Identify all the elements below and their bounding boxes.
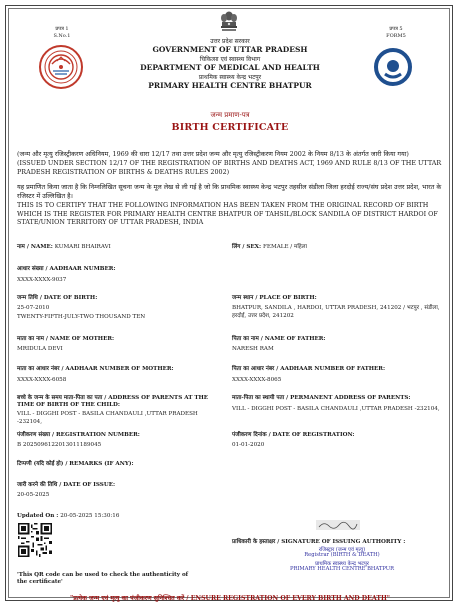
updated-on: Updated On : 20-05-2025 15:30:16: [17, 513, 120, 519]
registration-date-label: पंजीकरण दिनांक / DATE OF REGISTRATION:: [232, 432, 355, 438]
father-aadhaar-label: पिता का आधार नंबर / AADHAAR NUMBER OF FATHER:: [232, 366, 386, 372]
intro-hindi-1: (जन्म और मृत्यु रजिस्ट्रीकरण अधिनियम, 1969 की धारा 12/17 तथा उत्तर प्रदेश जन्म और मृत्यु रजिस्ट्रीकरण नियम 2002 के नियम 8/13 के अंतर्गत जारी किया गया): [17, 150, 409, 158]
header-gov-english: GOVERNMENT OF UTTAR PRADESH: [152, 45, 308, 54]
page-title: BIRTH CERTIFICATE: [171, 122, 289, 133]
pob-label: जन्म स्थान / PLACE OF BIRTH:: [232, 295, 317, 301]
mother-aadhaar-value: XXXX-XXXX-6058: [17, 377, 67, 383]
header-centre-hindi: प्राथमिक स्वास्थ्य केन्द्र भटपुर: [198, 74, 262, 81]
intro-english-1: (ISSUED UNDER SECTION 12/17 OF THE REGISTRATION OF BIRTHS AND DEATHS ACT, 1969 AND RULE 8/13 OF THE UTTAR PRADESH REGISTRATION OF BIRTHS & DEATHS RULES 2002): [17, 159, 442, 176]
dob-label: जन्म तिथि / DATE OF BIRTH:: [17, 295, 98, 301]
intro-english-2: THIS IS TO CERTIFY THAT THE FOLLOWING INFORMATION HAS BEEN TAKEN FROM THE ORIGINAL RECORD OF BIRTH WHICH IS THE REGISTER FOR PRIMARY HEALTH CENTRE BHATPUR OF TAHSIL/BLOCK SANDILA OF DISTRICT HARDOI OF STATE/UNION TERRITORY OF UTTAR PRADESH, INDIA: [17, 201, 438, 227]
dob-words: TWENTY-FIFTH-JULY-TWO THOUSAND TEN: [17, 314, 146, 320]
qr-code-icon: [18, 523, 52, 557]
issue-date-label: जारी करने की तिथि / DATE OF ISSUE:: [17, 482, 116, 488]
sex-label: लिंग / SEX: FEMALE / महिला: [232, 244, 307, 250]
permanent-address-value: VILL - DIGGHI POST - BASILA CHANDAULI ,UTTAR PRADESH -232104,: [232, 406, 440, 412]
address-at-birth-value: VILL - DIGGHI POST - BASILA CHANDAULI ,UTTAR PRADESH -232104,: [17, 411, 198, 425]
permanent-address-label: माता-पिता का स्थायी पता / PERMANENT ADDRESS OF PARENTS:: [232, 395, 411, 401]
inner-border: [8, 8, 450, 598]
remarks-label: टिप्पणी (यदि कोई हो) / REMARKS (IF ANY):: [17, 461, 134, 467]
intro-hindi-2: यह प्रमाणित किया जाता है कि निम्नलिखित सूचना जन्म के मूल लेख से ली गई है जो कि प्राथमिक स्वास्थ्य केन्द्र भटपुर तहसील संडीला जिला हरदोई राज्य/संघ प्रदेश उत्तर प्रदेश, भारत के रजिस्टर में उल्लिखित है।: [17, 183, 442, 200]
signature-stamp-icon: [316, 520, 360, 530]
registrar-english: Registrar (BIRTH & DEATH): [304, 552, 380, 558]
father-name-value: NARESH RAM: [232, 346, 274, 352]
civil-registration-logo-icon: [372, 46, 414, 88]
footer-slogan: "प्रत्येक जन्म एवं मृत्यु का पंजीकरण सुनिश्चित करें / ENSURE REGISTRATION OF EVERY BIRTH AND DEATH": [69, 595, 391, 602]
dob-value: 25-07-2010: [17, 305, 50, 311]
title-hindi: जन्म प्रमाण-पत्र: [210, 111, 250, 119]
qr-code-note: 'This QR code can be used to check the authenticity of the certificate': [17, 572, 189, 585]
address-at-birth-label: बच्चे के जन्म के समय माता-पिता का पता / ADDRESS OF PARENTS AT THE TIME OF BIRTH OF THE CHILD:: [17, 395, 209, 408]
centre-english: PRIMARY HEALTH CENTRE BHATPUR: [289, 566, 395, 572]
registrar-hindi: रजिस्ट्रार (जन्म एवं मृत्यु): [318, 547, 366, 553]
father-name-label: पिता का नाम / NAME OF FATHER:: [232, 336, 326, 342]
header-dept-english: DEPARTMENT OF MEDICAL AND HEALTH: [140, 63, 320, 72]
sex-value: FEMALE / महिला: [263, 244, 307, 250]
name-value: KUMARI BHAIRAVI: [54, 244, 111, 250]
pob-value: BHATPUR, SANDILA , HARDOI, UTTAR PRADESH, 241202 / भटपुर , संडीला, हरदोई, उत्तर प्रदेश, 241202: [232, 305, 440, 319]
updated-on-value: 20-05-2025 15:30:16: [60, 513, 120, 519]
header-gov-hindi: उत्तर प्रदेश सरकार: [210, 38, 250, 45]
header-dept-hindi: चिकित्सा एवं स्वास्थ्य विभाग: [199, 56, 261, 63]
father-aadhaar-value: XXXX-XXXX-8065: [232, 377, 282, 383]
registration-number-value: B 2025096122013011189045: [17, 442, 102, 448]
mother-aadhaar-label: माता का आधार नंबर / AADHAAR NUMBER OF MOTHER:: [17, 366, 174, 372]
registration-number-label: पंजीकरण संख्या / REGISTRATION NUMBER:: [17, 432, 140, 438]
uttar-pradesh-seal-icon: [38, 44, 84, 90]
national-emblem-icon: [218, 10, 240, 34]
centre-hindi: प्राथमिक स्वास्थ्य केन्द्र भटपुर: [315, 561, 369, 567]
registration-date-value: 01-01-2020: [232, 442, 265, 448]
issue-date-value: 20-05-2025: [17, 492, 50, 498]
form-number-right: प्रपत्र 5 FORM5: [386, 26, 406, 39]
aadhaar-value: XXXX-XXXX-9037: [17, 277, 67, 283]
name-label: नाम / NAME: KUMARI BHAIRAVI: [17, 244, 111, 250]
mother-name-value: MRIDULA DEVI: [17, 346, 63, 352]
mother-name-label: माता का नाम / NAME OF MOTHER:: [17, 336, 115, 342]
signature-label: प्राधिकारी के हस्ताक्षर / SIGNATURE OF ISSUING AUTHORITY :: [232, 539, 406, 545]
aadhaar-label: आधार संख्या / AADHAAR NUMBER:: [17, 266, 116, 272]
header-centre-english: PRIMARY HEALTH CENTRE BHATPUR: [148, 81, 312, 90]
form-number-left: प्रपत्र 1 S.No.1: [53, 26, 71, 39]
